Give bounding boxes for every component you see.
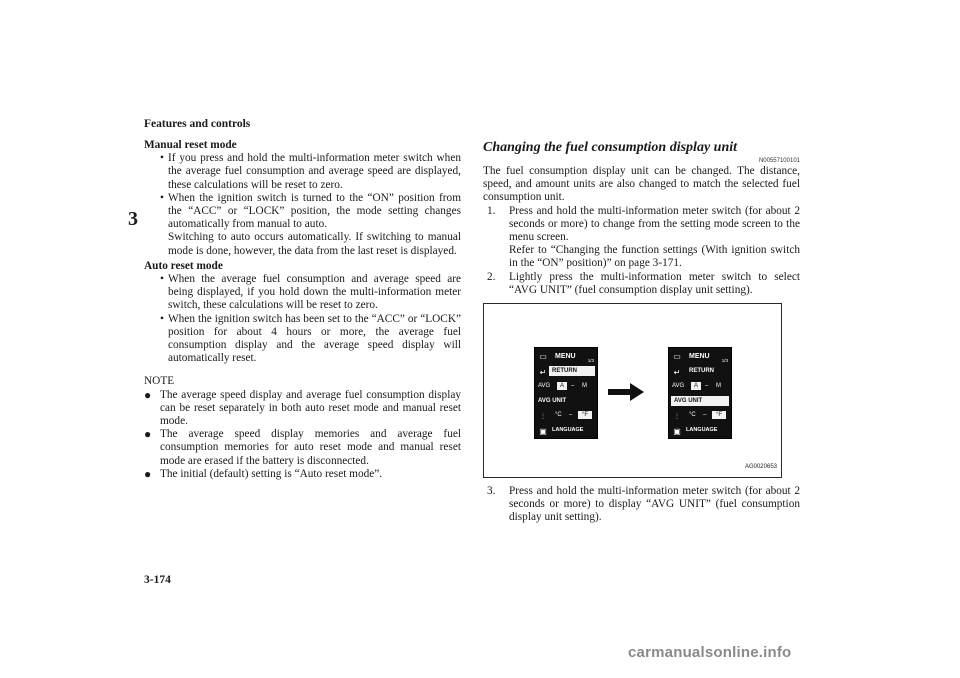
language-icon: ▣	[673, 427, 681, 437]
watermark: carmanualsonline.info	[628, 644, 792, 661]
avg-unit-item-highlighted: AVG UNIT	[671, 396, 729, 406]
left-column	[144, 139, 461, 481]
menu-label: MENU	[689, 353, 710, 361]
note-item: ● The average speed display memories and average fuel consumption memories for auto reset mode and manual reset mode are erased if the battery is disconnected.	[144, 427, 461, 467]
page-number: 3-174	[144, 574, 171, 586]
fahrenheit-box: °F	[712, 411, 726, 419]
dash-label: –	[569, 412, 573, 419]
celsius-label: °C	[555, 412, 562, 419]
step-2: 2. Lightly press the multi-information meter switch to select “AVG UNIT” (fuel consumption display unit setting).	[487, 270, 800, 296]
return-arrow-icon: ↵	[539, 368, 547, 378]
return-arrow-icon: ↵	[673, 368, 681, 378]
right-arrow-icon	[608, 383, 644, 401]
language-label: LANGUAGE	[552, 427, 584, 434]
step-1-reference: Refer to “Changing the function settings (With ignition switch in the “ON” position)” on page 3-171.	[509, 244, 800, 270]
thermometer-icon: ⫶	[676, 412, 678, 422]
return-item: RETURN	[689, 368, 714, 375]
manual-reset-heading: Manual reset mode	[144, 139, 237, 151]
dash-label: –	[705, 383, 709, 390]
list-item: • When the ignition switch is turned to the “ON” position from the “ACC” or “LOCK” position, the mode setting changes automatically from manual to auto. Switching to auto occurs automatically. If switching to manual mode is done, however, the data from the last reset is displayed.	[160, 191, 461, 257]
language-icon: ▣	[539, 427, 547, 437]
list-item: • If you press and hold the multi-information meter switch when the average fuel consumption and average speed are displayed, these calculations will be reset to zero.	[160, 152, 461, 191]
step-1: 1. Press and hold the multi-information meter switch (for about 2 seconds or more) to change from the setting mode screen to the menu screen. Refer to “Changing the function settings (With ignition switch in the “ON” position)” on page 3-171.	[487, 204, 800, 270]
fahrenheit-box: °F	[578, 411, 592, 419]
avg-m-label: M	[716, 383, 721, 390]
section-title: Changing the fuel consumption display unit	[483, 140, 738, 155]
menu-figure	[483, 303, 782, 478]
auto-reset-heading: Auto reset mode	[144, 259, 223, 272]
section-header: Features and controls	[144, 118, 251, 130]
step-3: 3. Press and hold the multi-information meter switch (for about 2 seconds or more) to display “AVG UNIT” (fuel consumption display unit setting).	[487, 485, 800, 524]
list-item: • When the ignition switch has been set to the “ACC” or “LOCK” position for about 4 hours or more, the average fuel consumption display and the average speed display will automatically reset.	[160, 312, 461, 365]
avg-a-box: A	[557, 382, 567, 390]
list-item: • When the average fuel consumption and average speed are being displayed, if you hold down the multi-information meter switch, these calculations will be reset to zero.	[160, 273, 461, 312]
right-column	[483, 140, 800, 525]
chapter-marker: 3	[128, 208, 138, 230]
celsius-label: °C	[689, 412, 696, 419]
intro-paragraph: The fuel consumption display unit can be changed. The distance, speed, and amount units are also changed to match the selected fuel consumption unit.	[483, 165, 800, 204]
manual-extra-text: Switching to auto occurs automatically. If switching to manual mode is done, however, the data from the last reset is displayed.	[168, 231, 461, 257]
avg-unit-label: AVG UNIT	[538, 398, 567, 405]
avg-label: AVG	[672, 383, 685, 390]
toolbox-icon: ▭	[539, 352, 547, 362]
display-screen-before	[534, 347, 598, 439]
thermometer-icon: ⫶	[542, 412, 544, 422]
figure-code: AG0020653	[744, 463, 777, 470]
avg-m-label: M	[582, 383, 587, 390]
toolbox-icon: ▭	[673, 352, 681, 362]
language-label: LANGUAGE	[686, 427, 718, 434]
menu-label: MENU	[555, 353, 576, 361]
reference-code: N00557100101	[758, 158, 800, 164]
page-indicator: 1/3	[721, 358, 728, 364]
bullet-dot-icon: ●	[144, 466, 152, 481]
bullet-dot-icon: ●	[144, 387, 152, 402]
note-label: NOTE	[144, 375, 175, 388]
dash-label: –	[703, 412, 707, 419]
page-indicator: 1/3	[587, 358, 594, 364]
bullet-dot-icon: ●	[144, 427, 152, 442]
avg-label: AVG	[538, 383, 551, 390]
display-screen-after	[668, 347, 732, 439]
avg-a-box: A	[691, 382, 701, 390]
note-item: ● The average speed display and average fuel consumption display can be reset separately in both auto reset mode and manual reset mode.	[144, 387, 461, 428]
note-item: ● The initial (default) setting is “Auto reset mode”.	[144, 466, 383, 481]
dash-label: –	[571, 383, 575, 390]
return-item: RETURN	[549, 366, 595, 376]
